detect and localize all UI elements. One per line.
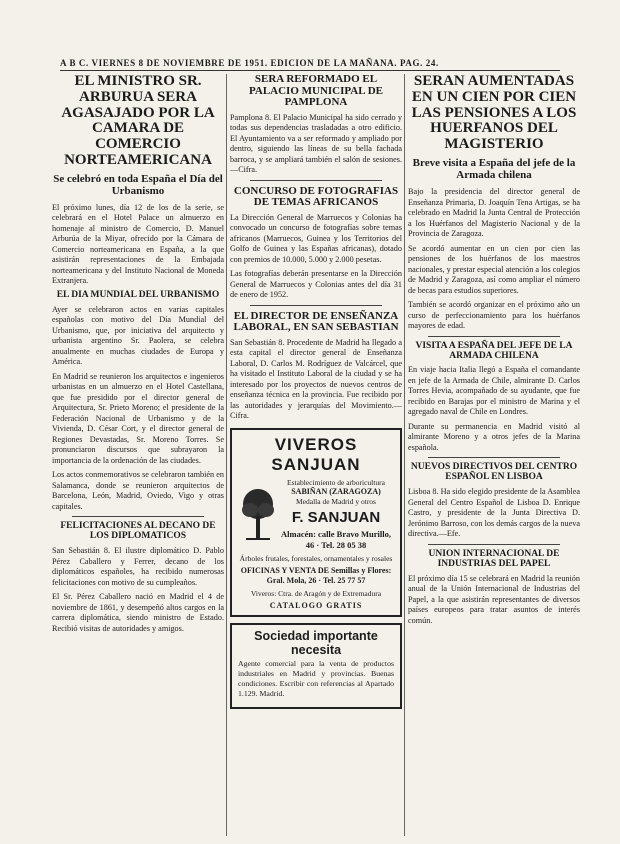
headline-diplomaticos: FELICITACIONES AL DECANO DE LOS DIPLOMATICOS xyxy=(60,521,216,542)
article-paragraph: San Sebastián 8. Procedente de Madrid ha llegado a esta capital el director general de Enseñanza Laboral, D. Carlos M. Rodríguez de Valcárcel, que ha visitado el Instituto Laboral de la ciudad y se ha interesado por los proyectos de nuevos centros de enseñanza técnica en la provincia. Fue recibido por las autoridades y jerarquías del Movimiento.—Cifra. xyxy=(230,337,402,421)
column-rule xyxy=(226,74,227,836)
ad-line: SABIÑAN (ZARAGOZA) xyxy=(291,487,381,497)
headline-dia-urbanismo: EL DIA MUNDIAL DEL URBANISMO xyxy=(56,289,220,300)
headline-pamplona: SERA REFORMADO EL PALACIO MUNICIPAL DE PAMPLONA xyxy=(248,74,384,109)
headline-arburua: EL MINISTRO SR. ARBURUA SERA AGASAJADO POR LA CAMARA DE COMERCIO NORTEAMERICANA xyxy=(61,74,215,168)
ad-owner: F. SANJUAN xyxy=(291,508,381,526)
article-paragraph: Los actos conmemorativos se celebraron también en Salamanca, donde se reunieron arquitectos de Barcelona, León, Madrid, Oviedo, Vigo y otras capitales. xyxy=(52,470,224,511)
ad2-title: Sociedad importante necesita xyxy=(254,629,378,658)
subhead-urbanismo: Se celebró en toda España el Día del Urbanismo xyxy=(53,172,223,198)
divider xyxy=(250,180,382,181)
article-paragraph: Se acordó aumentar en un cien por cien las pensiones de los huérfanos de los maestros nacionales, y prestar especial atención a los colegios de Madrid y Zaragoza, así como ampliar el número de becas para estudios superiores. xyxy=(408,243,580,295)
divider xyxy=(428,544,560,545)
headline-pensiones: SERAN AUMENTADAS EN UN CIEN POR CIEN LAS PENSIONES A LOS HUERFANOS DEL MAGISTERIO xyxy=(411,74,577,152)
article-paragraph: Bajo la presidencia del director general de Enseñanza Primaria, D. Joaquín Tena Artigas, se ha celebrado en Madrid la Junta Central de Protección a los Huérfanos del Magisterio Nacional y de la Provincia de Zaragoza. xyxy=(408,187,580,239)
headline-union-papel: UNION INTERNACIONAL DE INDUSTRIAS DEL PAPEL xyxy=(428,548,560,569)
ad-line: Viveros: Ctra. de Aragón y de Extremadura xyxy=(250,588,382,598)
column-right xyxy=(408,74,580,630)
running-head: A B C. VIERNES 8 DE NOVIEMBRE DE 1951. EDICION DE LA MAÑANA. PAG. 24. xyxy=(60,58,560,71)
article-paragraph: Las fotografías deberán presentarse en la Dirección General de Marruecos y Colonias antes del día 31 de enero de 1952. xyxy=(230,269,402,300)
ad-line: Árboles frutales, forestales, ornamentales y rosales xyxy=(239,553,393,563)
divider xyxy=(428,336,560,337)
ad-offices: OFICINAS Y VENTA DE Semillas y Flores: Gral. Mola, 26 · Tel. 25 77 57 xyxy=(240,565,392,585)
advertisement-sociedad xyxy=(230,623,402,709)
article-paragraph: El próximo lunes, día 12 de los de la serie, se celebrará en el Hotel Palace un almuerzo en homenaje al ministro de Comercio, D. Manuel Arburúa de la Miyar, ofrecido por la Cámara de Comercio norteamericana en España, a la que asistirán representaciones de la Embajada norteamericana y del Instituto Nacional de Moneda Extranjera. xyxy=(52,202,224,286)
headline-armada-chilena: VISITA A ESPAÑA DEL JEFE DE LA ARMADA CHILENA xyxy=(415,340,573,361)
article-paragraph: Lisboa 8. Ha sido elegido presidente de la Asamblea General del Centro Español de Lisboa D. Enrique Castro, y presidente de la Junta Directiva D. Jerónimo Barroso, con los demás cargos de la nueva directiva.—Efe. xyxy=(408,487,580,539)
article-paragraph: La Dirección General de Marruecos y Colonias ha convocado un concurso de fotografías sobre temas africanos (Marruecos, Guinea y los Territorios del Golfo de Guinea y las Españas africanas), dotado con premios de 10.000, 5.000 y 2.000 pesetas. xyxy=(230,212,402,264)
ad-catalog: CATALOGO GRATIS xyxy=(269,601,363,611)
article-paragraph: En viaje hacia Italia llegó a España el comandante en jefe de la Armada de Chile, almirante D. Carlos Torres Hevia, acompañado de su ayudante, que fue recibido en Barajas por el ministro de Marina y el agregado naval de Chile en Londres. xyxy=(408,365,580,417)
article-paragraph: Pamplona 8. El Palacio Municipal ha sido cerrado y todas sus dependencias trasladadas a otro edificio. El Ayuntamiento va a ser reformado y ampliado por dentro, siguiendo las líneas de su bella fachada barroca, y se ampliará también el salón de sesiones.—Cifra. xyxy=(230,112,402,175)
ad2-text: Agente comercial para la venta de productos industriales en Madrid y provincias. Buenas condiciones. Escribir con referencias al Apartado 1.129. Madrid. xyxy=(238,659,394,699)
column-left xyxy=(52,74,224,638)
ad-body xyxy=(238,478,394,551)
ad-text xyxy=(278,478,394,551)
ad-line: Medalla de Madrid y otros xyxy=(296,497,376,507)
article-paragraph: San Sebastián 8. El ilustre diplomático D. Pablo Pérez Caballero y Ferrer, decano de los diplomáticos españoles, ha recibido numerosas felicitaciones con motivo de su cumpleaños. xyxy=(52,546,224,587)
advertisement-viveros xyxy=(230,428,402,618)
ad-phone: Almacén: calle Bravo Murillo, 46 · Tel. 28 05 38 xyxy=(280,529,391,550)
subhead-armada: Breve visita a España del jefe de la Armada chilena xyxy=(412,156,576,182)
divider xyxy=(428,457,560,458)
article-paragraph: El Sr. Pérez Caballero nació en Madrid el 4 de noviembre de 1861, y desempeñó altos cargos en la carrera diplomática, siendo ministro de Estado. Recibió visitas de autoridades y amigos. xyxy=(52,592,224,633)
article-paragraph: Durante su permanencia en Madrid visitó al almirante Moreno y a otros jefes de la Marina española. xyxy=(408,421,580,452)
article-paragraph: Ayer se celebraron actos en varias capitales españolas con motivo del Día Mundial del Urbanismo, que, por iniciativa del arquitecto y urbanista argentino Sr. Paolera, se celebra anualmente en muchas ciudades de Europa y América. xyxy=(52,304,224,367)
divider xyxy=(72,516,204,517)
divider xyxy=(250,305,382,306)
article-paragraph: En Madrid se reunieron los arquitectos e ingenieros urbanistas en un almuerzo en el Hotel Castellana, que fue presidido por el director general de Arquitectura, Sr. Prieto Moreno; el presidente de la Federación Nacional de Urbanismo y de la Vivienda, D. César Cort, y el director general de Regiones Devastadas, Sr. Moreno Torres. Se pronunciaron discursos que subrayaron la importancia de la ordenación de las ciudades. xyxy=(52,371,224,465)
article-paragraph: También se acordó organizar en el próximo año un curso de perfeccionamiento para los huérfanos mayores de edad. xyxy=(408,300,580,331)
tree-icon xyxy=(238,486,278,542)
headline-ensenanza-laboral: EL DIRECTOR DE ENSEÑANZA LABORAL, EN SAN SEBASTIAN xyxy=(233,309,399,334)
article-paragraph: El próximo día 15 se celebrará en Madrid la reunión anual de la Unión Internacional de Industrias del Papel, a la que asistirán representantes de diversos países europeos para tratar asuntos de interés común. xyxy=(408,573,580,625)
column-rule xyxy=(404,74,405,836)
ad-line: Establecimiento de arboricultura xyxy=(287,477,385,487)
headline-fotografias: CONCURSO DE FOTOGRAFIAS DE TEMAS AFRICANOS xyxy=(233,184,399,209)
ad-title: VIVEROS SANJUAN xyxy=(271,434,361,474)
headline-centro-espanol: NUEVOS DIRECTIVOS DEL CENTRO ESPAÑOL EN LISBOA xyxy=(410,462,578,483)
column-middle xyxy=(230,74,402,709)
